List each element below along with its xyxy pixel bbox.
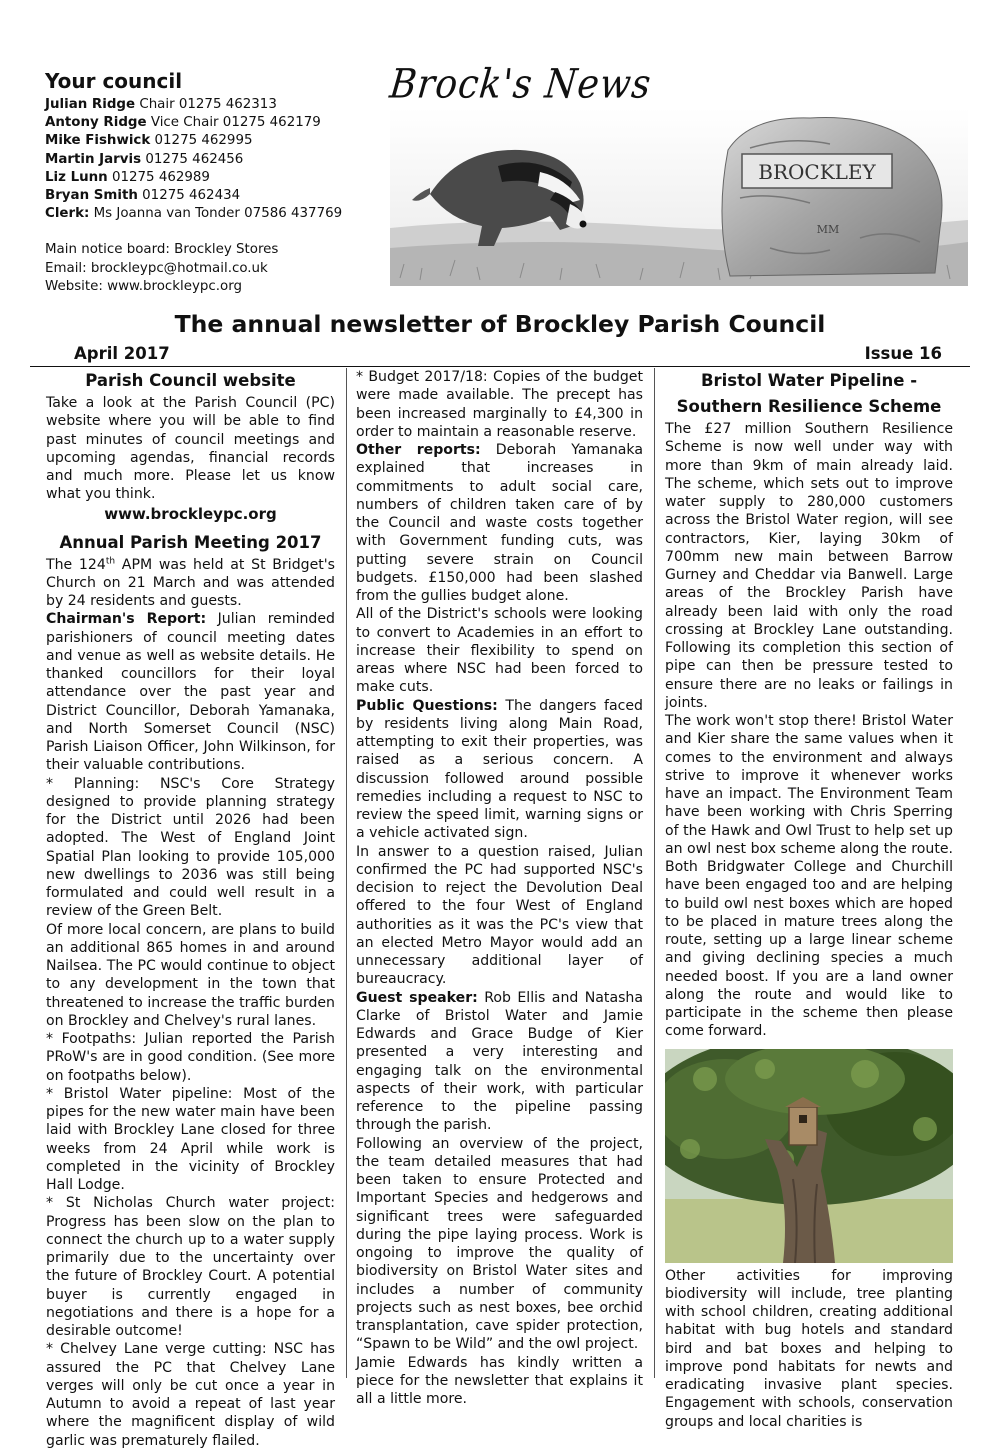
budget-item: * Budget 2017/18: Copies of the budget were made available. The precept has been increased marginally to £4,300 in order to maintain a reasonable reserve. (356, 369, 643, 440)
apm-intro: The 124th APM was held at St Bridget's Church on 21 March and was attended by 24 residents and guests. (46, 555, 335, 609)
website-heading: Parish Council website (85, 371, 296, 390)
issue-number: Issue 16 (864, 344, 942, 363)
owl-box-tree-photo (665, 1049, 953, 1263)
dateline-bar (30, 342, 970, 367)
overview-paragraph: Following an overview of the project, the team detailed measures that had been taken to ensure Protected and Important Species and hedgerows and significant trees were safeguarded during the pipe laying process. Work is ongoing to improve the quality of biodiversity on Bristol Water sites and includes a number of community projects such as nest boxes, bee orchid transplantation, cave spider protection, “Spawn to be Wild” and the owl project. (356, 1135, 643, 1353)
issue-date: April 2017 (74, 344, 170, 363)
member-antony-ridge: Antony Ridge Vice Chair 01275 462179 (45, 115, 321, 131)
badger-stone-illustration (390, 108, 968, 286)
council-heading: Your council (45, 69, 183, 93)
newsletter-headline: The annual newsletter of Brockley Parish Council (174, 310, 826, 338)
member-bryan-smith: Bryan Smith 01275 462434 (45, 188, 241, 204)
owl-nest-box-icon (785, 1097, 821, 1145)
column-rule-1 (346, 368, 347, 1378)
website-url-link[interactable]: www.brockleypc.org (104, 504, 277, 523)
local-concern-item: Of more local concern, are plans to build an additional 865 homes in and around Nailsea. The PC would continue to object to any development in the town that threatened to increase the traffic burden on Brockley and Chelvey's rural lanes. (46, 921, 335, 1029)
brockley-stone (722, 117, 942, 276)
website-text: Website: www.brockleypc.org (45, 278, 243, 294)
footpaths-item: * Footpaths: Julian reported the Parish PRoW's are in good condition. (See more on footpaths below). (46, 1031, 335, 1084)
member-julian-ridge: Julian Ridge Chair 01275 462313 (45, 97, 277, 112)
schools-paragraph: All of the District's schools were looking to convert to Academies in an effort to increase their flexibility to spend on areas where NSC had been forced to make cuts. (356, 606, 643, 696)
column-rule-2 (654, 368, 655, 1378)
member-clerk: Clerk: Ms Joanna van Tonder 07586 437769 (45, 206, 343, 222)
email-text: Email: brockleypc@hotmail.co.uk (45, 260, 268, 276)
member-mike-fishwick: Mike Fishwick 01275 462995 (45, 133, 253, 149)
chelvey-item: * Chelvey Lane verge cutting: NSC has assured the PC that Chelvey Lane verges will only be cut once a year in Autumn to avoid a repeat of last year where the magnificent display of wild garlic was prematurely flailed. (46, 1341, 335, 1449)
column-1 (46, 368, 335, 1450)
pipeline-intro: The £27 million Southern Resilience Scheme is now well under way with more than 9km of main already laid. The scheme, which sets out to improve water supply to 280,000 customers across the Bristol Water region, will see contractors, Kier, laying 30km of 700mm new main between Barrow Gurney and Cheddar via Banwell. Large areas of the Brockley Parish have already been laid with only the road crossing at Brockley Lane outstanding. Following its completion this section of pipe can then be pressure tested to ensure there are no leaks or failings in joints. (665, 421, 953, 711)
pipeline-item: * Bristol Water pipeline: Most of the pipes for the new water main have been laid with Brockley Lane closed for three weeks from 24 April while work is completed in the vicinity of Brockley Hall Lodge. (46, 1085, 335, 1193)
pipeline-heading-line-1: Bristol Water Pipeline - (700, 371, 918, 390)
column-2 (356, 368, 643, 1408)
other-reports: Other reports: Deborah Yamanaka explained that increases in commitments to adult social care, numbers of children taken care of by the Council and waste costs together with Government funding cuts, was putting severe strain on Council budgets. £150,000 had been slashed from the gullies budget alone. (356, 442, 643, 604)
stone-sub-inscription: MM (816, 223, 840, 236)
column-3 (665, 368, 953, 1431)
church-item: * St Nicholas Church water project: Progress has been slow on the plan to connect the church up to a water supply primarily due to the uncertainty over the future of Brockley Court. A potential buyer is currently engaged in negotiations and there is a hope for a desirable outcome! (46, 1195, 335, 1339)
masthead-title: Brock's News (387, 61, 654, 108)
devolution-paragraph: In answer to a question raised, Julian confirmed the PC had supported NSC's decision to reject the Devolution Deal offered to the four West of England authorities as it was the PC's view that an elected Metro Mayor would add an unnecessary additional layer of bureaucracy. (356, 843, 643, 988)
member-liz-lunn: Liz Lunn 01275 462989 (45, 169, 210, 185)
public-questions: Public Questions: The dangers faced by residents living along Main Road, attempting to exit their properties, was raised as a serious concern. A discussion followed around possible remedies including a request to NSC to review the speed limit, warning signs or a vehicle activated sign. (356, 697, 643, 842)
chairman-report: Chairman's Report: Julian reminded parishioners of council meeting dates and venue as well as website details. He thanked councillors for their loyal attendance over the past year and District Councillor, Deborah Yamanaka, and North Somerset Council (NSC) Parish Liaison Officer, John Wilkinson, for their valuable contributions. (46, 611, 335, 774)
member-martin-jarvis: Martin Jarvis 01275 462456 (45, 151, 244, 167)
council-contacts (45, 68, 375, 296)
guest-speaker: Guest speaker: Rob Ellis and Natasha Clarke of Bristol Water and Jamie Edwards and Grace Budge of Kier presented a very interesting and engaging talk on the environmental aspects of their work, with particular reference to the pipeline passing through the parish. (356, 989, 643, 1134)
notice-board-text: Main notice board: Brockley Stores (45, 242, 279, 258)
pipeline-heading-line-2: Southern Resilience Scheme (676, 397, 942, 416)
stone-inscription: BROCKLEY (758, 160, 876, 184)
biodiversity-paragraph: Other activities for improving biodiversity will include, tree planting with school children, creating additional habitat with bug hotels and standard bird and bat boxes and helping to improve pond habitats for newts and eradicating invasive plant species. Engagement with schools, conservation groups and local charities is (665, 1267, 953, 1430)
website-paragraph: Take a look at the Parish Council (PC) website where you will be able to find past minutes of council meetings and upcoming agendas, financial records and much more. Please let us know what you think. (46, 395, 335, 503)
apm-heading: Annual Parish Meeting 2017 (59, 532, 322, 552)
planning-item: * Planning: NSC's Core Strategy designed to provide planning strategy for the District until 2026 had been adopted. The West of England Joint Spatial Plan looking to provide 105,000 new dwellings to 2036 was still being formulated and could well result in a review of the Green Belt. (46, 775, 335, 920)
pipeline-work: The work won't stop there! Bristol Water and Kier share the same values when it comes to the environment and always strive to improve it whenever works have an impact. The Environment Team have been working with Chris Sperring of the Hawk and Owl Trust to help set up an owl nest box scheme along the route. Both Bridgwater College and Churchill have been engaged too and are helping to build owl nest boxes which are hoped to be placed in mature trees along the route, setting up a large linear scheme and giving declining species a much needed boost. If you are a land owner along the route and would like to participate in the scheme then please come forward. (665, 713, 953, 1040)
jamie-paragraph: Jamie Edwards has kindly written a piece for the newsletter that explains it all a little more. (356, 1354, 643, 1407)
